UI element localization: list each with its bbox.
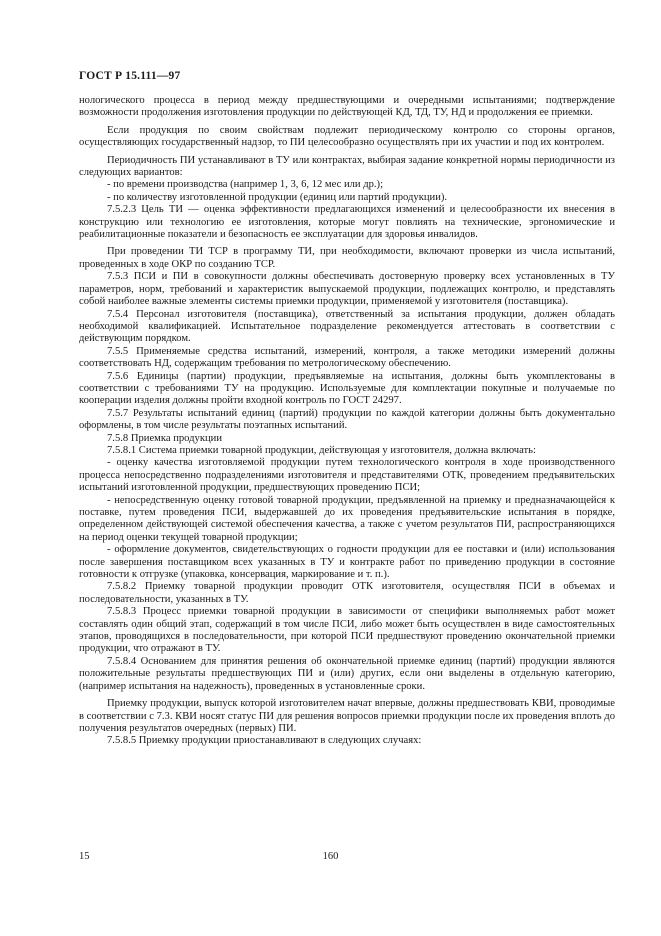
list-item: - оформление документов, свидетельствующих о годности продукции для ее поставки и (или) использования после завершения поставщиком всех указанных в ТУ и контракте работ по приведению продукции в состояние готовности к отгрузке (упаковка, консервация, маркирование и т. п.).	[79, 544, 615, 581]
paragraph: 7.5.3 ПСИ и ПИ в совокупности должны обеспечивать достоверную проверку всех установленных в ТУ параметров, норм, требований и характеристик выпускаемой продукции, подлежащих контролю, и представлять собой наиболее важные элементы системы приемки продукции, применяемой у изготовителя (поставщика).	[79, 271, 615, 308]
paragraph: Приемку продукции, выпуск которой изготовителем начат впервые, должны предшествовать КВИ, проводимые в соответствии с 7.3. КВИ носят статус ПИ для решения вопросов приемки продукции после их проведения вплоть до получения результатов очередных (первых) ПИ.	[79, 698, 615, 734]
paragraph: При проведении ТИ ТСР в программу ТИ, при необходимости, включают проверки из числа испытаний, проведенных в ходе ОКР по созданию ТСР.	[79, 246, 615, 270]
page-number: 160	[322, 851, 339, 862]
paragraph: 7.5.4 Персонал изготовителя (поставщика), ответственный за испытания продукции, должен обладать необходимой квалификацией. Испытательное подразделение рекомендуется аттестовать в соответствии с действующим порядком.	[79, 308, 615, 345]
document-body	[79, 95, 615, 748]
footer-sheet-number: 15	[79, 851, 90, 862]
paragraph: 7.5.8.5 Приемку продукции приостанавливают в следующих случаях:	[107, 735, 422, 747]
paragraph: 7.5.2.3 Цель ТИ — оценка эффективности предлагающихся изменений и целесообразности их внесения в конструкцию или технологию ее изготовления, которые могут повлиять на технические, эргономические и реабилитационные показатели и безопасность ее эксплуатации для здоровья инвалидов.	[79, 204, 615, 241]
paragraph: 7.5.8.1 Система приемки товарной продукции, действующая у изготовителя, должна включать:	[107, 444, 536, 456]
paragraph: 7.5.8.4 Основанием для принятия решения об окончательной приемке единиц (партий) продукции являются положительные результаты предшествующих ПИ и (или) других, если они выделены в отдельную категорию, (например испытания на надежность), проведенных в установленные сроки.	[79, 655, 615, 692]
list-item: - по времени производства (например 1, 3, 6, 12 мес или др.);	[107, 179, 384, 191]
paragraph: 7.5.5 Применяемые средства испытаний, измерений, контроля, а также методики измерений должны соответствовать НД, содержащим требования по метрологическому обеспечению.	[79, 345, 615, 370]
paragraph: 7.5.6 Единицы (партии) продукции, предъявляемые на испытания, должны быть укомплектованы в соответствии с требованиями ТУ на продукцию. Используемые для комплектации покупные и получаемые по кооперации изделия должны пройти входной контроль по ГОСТ 24297.	[79, 370, 615, 407]
paragraph: 7.5.7 Результаты испытаний единиц (партий) продукции по каждой категории должны быть документально оформлены, в том числе результаты поэтапных испытаний.	[79, 407, 615, 432]
paragraph: 7.5.8.2 Приемку товарной продукции проводит ОТК изготовителя, осуществляя ПСИ в объемах и последовательности, указанных в ТУ.	[79, 581, 615, 605]
paragraph: 7.5.8.3 Процесс приемки товарной продукции в зависимости от специфики выполняемых работ может составлять один общий этап, содержащий в том числе ПСИ, либо может быть осуществлен в виде самостоятельных этапов, проводящихся в последовательности, при которой ПСИ предшествуют проведению окончательной приемки продукции, что отражают в ТУ.	[79, 606, 615, 655]
section-heading: 7.5.8 Приемка продукции	[107, 432, 222, 444]
paragraph: Периодичность ПИ устанавливают в ТУ или контрактах, выбирая задание конкретной нормы периодичности из следующих вариантов:	[79, 154, 615, 179]
list-item: - оценку качества изготовляемой продукции путем технологического контроля в ходе производственного процесса непосредственно подразделениями изготовителя и представителями ОТК, проведением предъявительских испытаний изготовленной продукции, предшествующих проведению ПСИ;	[79, 457, 615, 494]
document-header: ГОСТ Р 15.111—97	[79, 70, 181, 82]
list-item: - по количеству изготовленной продукции (единиц или партий продукции).	[107, 191, 448, 203]
paragraph: Если продукция по своим свойствам подлежит периодическому контролю со стороны органов, осуществляющих государственный надзор, то ПИ целесообразно осуществлять при их участии и под их контролем.	[79, 124, 615, 149]
list-item: - непосредственную оценку готовой товарной продукции, предъявленной на приемку и предназначающейся к поставке, путем проведения ПСИ, выдержавшей до их проведения предъявительские испытания в порядке, определенном действующей системой обеспечения качества, а также с учетом результатов ПИ, распространяющихся на период оценки текущей товарной продукции;	[79, 494, 615, 543]
paragraph: нологического процесса в период между предшествующими и очередными испытаниями; подтверждение возможности продолжения изготовления продукции по действующей КД, ТД, ТУ, НД и продолжения ее приемки.	[79, 95, 615, 119]
